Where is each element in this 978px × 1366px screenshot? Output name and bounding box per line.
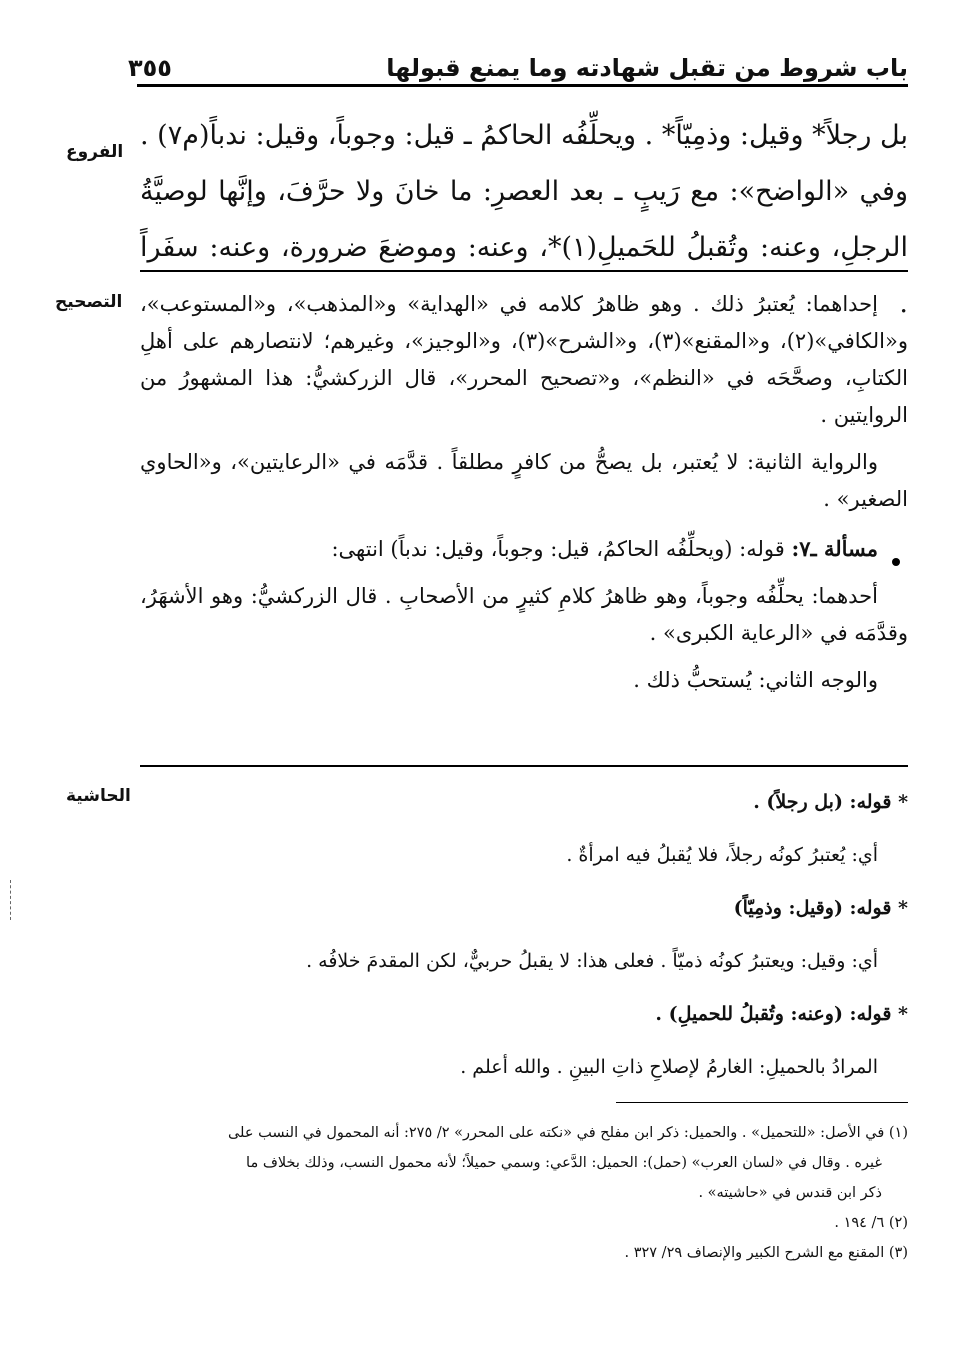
footnote-3: (٣) المقنع مع الشرح الكبير والإنصاف ٢٩/ ٣٢٧ .	[624, 1245, 908, 1261]
masala-line	[140, 530, 908, 568]
hashiya-body: المرادُ بالحميلِ: الغارمُ لإصلاحِ ذاتِ البينِ . والله أعلم .	[460, 1056, 878, 1078]
footnote-1-continuation: ذكر ابن قندس في «حاشيته» .	[698, 1185, 882, 1201]
masala-label: مسألة ـ٧:	[791, 536, 878, 561]
hashiya-body: أي: يُعتبرُ كونُه رجلاً، فلا يُقبلُ فيه امرأةٌ .	[566, 844, 878, 866]
hashiya-body: أي: وقيل: ويعتبرُ كونُه ذميّاً . فعلى هذا: لا يقبلُ حربيٌّ، لكن المقدمَ خلافُه .	[306, 950, 878, 972]
furu-text: بل رجلاً* وقيل: وذمِيّاً* . ويحلِّفُه الحاكمُ ـ قيل: وجوباً، وقيل: ندباً(م٧) . وفي «الواضح»: مع رَيبٍ ـ بعد العصرِ: ما خانَ ولا حرَّفَ، وإنَّها لوصيَّةُ الرجلِ، وعنه: وتُقبلُ للحَميلِ(١)*، وعنه: وموضعَ ضرورة، وعنه: سفَراً .	[140, 120, 908, 319]
page-number: ٣٥٥	[128, 54, 172, 82]
tashih-label: التصحيح	[55, 292, 123, 312]
section-divider	[140, 765, 908, 767]
hashiya-heading: * قوله: (وعنه: وتُقبلُ للحميلِ) .	[655, 1003, 908, 1025]
masala-text: قوله: (ويحلِّفُه الحاكمُ، قيل: وجوباً، وقيل: ندباً) انتهى:	[331, 537, 785, 561]
hashiya-label: الحاشية	[66, 786, 131, 806]
bullet-marker	[892, 558, 900, 566]
tashih-paragraph: إحداهما: يُعتبرُ ذلك . وهو ظاهرُ كلامه في «الهداية» و«المذهب»، و«المستوعب»، و«الكافي»(٢)، و«المقنع»(٣)، و«الشرح»(٣)، و«الوجيز»، وغيرهم؛ لانتصارهم على أهلِ الكتابِ، وصحَّحَه في «النظم»، و«تصحيح المحرر»، قال الزركشيُّ: هذا المشهورُ من الروايتين .	[140, 292, 909, 427]
footnote-rule	[616, 1102, 908, 1103]
tashih-paragraph: والرواية الثانية: لا يُعتبر، بل يصحُّ من كافرٍ مطلقاً . قدَّمَه في «الرعايتين»، و«الحاوي الصغير» .	[140, 450, 908, 511]
hashiya-heading: * قوله: (بل رجلاً) .	[753, 791, 908, 813]
footnotes	[140, 1118, 908, 1268]
section-divider	[140, 270, 908, 272]
footnote-2: (٢) ٦/ ١٩٤ .	[834, 1215, 908, 1231]
margin-mark	[10, 880, 11, 920]
furu-label: الفروع	[66, 142, 124, 162]
header-rule	[137, 84, 908, 87]
tashih-paragraph: والوجه الثاني: يُستحبُّ ذلك .	[633, 668, 878, 692]
tashih-section	[140, 286, 908, 699]
running-title: باب شروط من تقبل شهادته وما يمنع قبولها	[386, 54, 908, 82]
running-header	[128, 42, 908, 82]
hashiya-heading: * قوله: (وقيل: وذمِيّاً)	[733, 897, 908, 919]
hashiya-section	[140, 784, 908, 1102]
footnote-1-continuation: غيره . وقال في «لسان العرب» (حمل): الحميل: الدَّعي: وسمي حميلاً؛ لأنه محمول النسب، وذلك بخلاف ما	[246, 1155, 882, 1171]
tashih-paragraph: أحدهما: يحلِّفُه وجوباً، وهو ظاهرُ كلامِ كثيرٍ من الأصحابِ . قال الزركشيُّ: وهو الأشهَرُ، وقدَّمَه في «الرعاية الكبرى» .	[140, 584, 908, 645]
footnote-1: (١) في الأصل: «للتحميل» . والحميل: ذكر ابن مفلح في «نكته على المحرر» ٢/ ٢٧٥: أنه المحمول في النسب على	[227, 1125, 908, 1141]
